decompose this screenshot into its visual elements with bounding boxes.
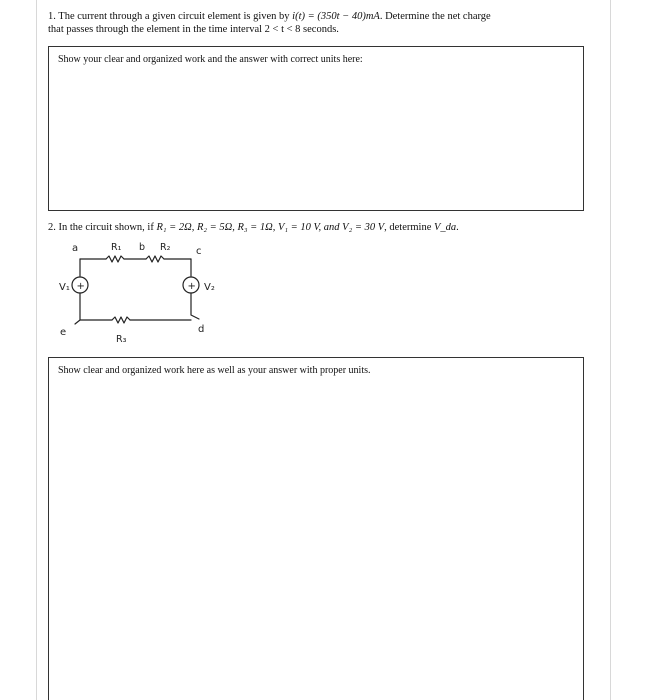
question-2-text-a: 2. In the circuit shown, if xyxy=(48,222,157,233)
resistor-r2-label: R₂ xyxy=(160,242,171,253)
node-a-label: a xyxy=(72,243,79,254)
circuit-diagram xyxy=(48,238,248,353)
question-2 xyxy=(48,221,603,234)
question-1 xyxy=(48,10,593,36)
question-2-text-end: . xyxy=(456,222,459,233)
question-1-text-a: 1. The current through a given circuit element is given by xyxy=(48,11,293,22)
answer-box-1[interactable] xyxy=(48,46,584,211)
resistor-r3-label: R₃ xyxy=(116,334,127,345)
answer-box-1-label: Show your clear and organized work and the answer with correct units here: xyxy=(58,54,363,65)
question-2-expression: R₁ = 2Ω, R₂ = 5Ω, R₃ = 1Ω, V₁ = 10 V, and V₂ = 30 V xyxy=(156,222,385,233)
question-1-text-line2: that passes through the element in the time interval 2 < t < 8 seconds. xyxy=(48,24,339,35)
source-v2-sign: + xyxy=(187,281,196,292)
answer-box-2-label: Show clear and organized work here as well as your answer with proper units. xyxy=(58,365,371,376)
answer-box-2[interactable] xyxy=(48,357,584,700)
question-1-expression: i(t) = (350t − 40)mA xyxy=(292,11,380,22)
question-2-text-b: , determine xyxy=(384,222,434,233)
circuit-left-wire-bottom xyxy=(75,293,80,324)
question-1-text-b: . Determine the net charge xyxy=(379,11,491,22)
source-v2-label: V₂ xyxy=(204,282,215,293)
resistor-r3-symbol xyxy=(112,317,130,323)
node-c-label: c xyxy=(196,246,202,257)
node-b-label: b xyxy=(139,242,146,253)
resistor-r1-label: R₁ xyxy=(111,242,122,253)
page-frame-right xyxy=(610,0,611,700)
question-2-target: V_da xyxy=(433,222,457,233)
source-v1-sign: + xyxy=(76,281,85,292)
node-d-label: d xyxy=(198,324,205,335)
circuit-right-wire-bottom xyxy=(191,293,199,319)
source-v1-label: V₁ xyxy=(59,282,70,293)
node-e-label: e xyxy=(60,327,67,338)
resistor-r2-symbol xyxy=(146,256,164,262)
resistor-r1-symbol xyxy=(106,256,124,262)
page-frame-left xyxy=(36,0,37,700)
